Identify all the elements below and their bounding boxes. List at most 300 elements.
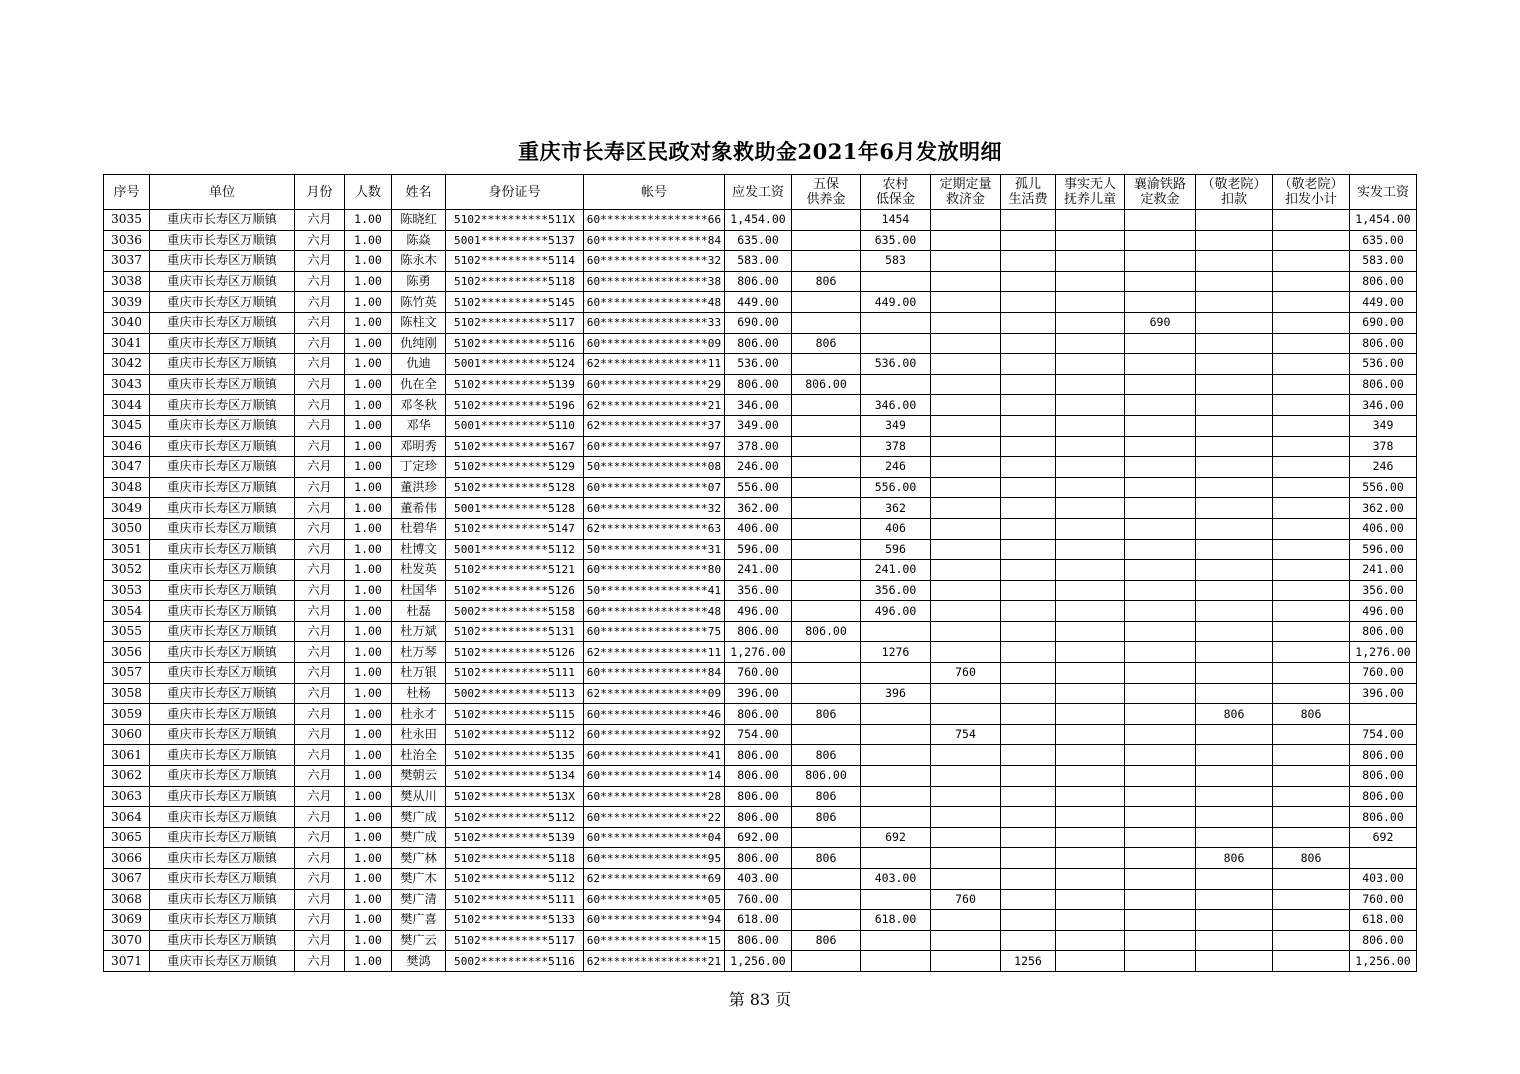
table-row <box>104 395 1417 416</box>
cell-seq: 3035 <box>104 210 150 231</box>
cell-actual-pay: 349 <box>1350 415 1417 436</box>
cell-rural-minimum <box>861 621 931 642</box>
cell-count: 1.00 <box>345 683 392 704</box>
cell-actual-pay: 1,256.00 <box>1350 951 1417 972</box>
cell-account: 60****************33 <box>584 312 725 333</box>
cell-five-guarantee <box>792 724 861 745</box>
cell-five-guarantee <box>792 951 861 972</box>
cell-railway-relief <box>1125 333 1196 354</box>
cell-seq: 3051 <box>104 539 150 560</box>
cell-actual-pay: 496.00 <box>1350 601 1417 622</box>
table-row <box>104 415 1417 436</box>
cell-nursing-deduction <box>1196 498 1273 519</box>
table-header <box>104 175 1417 210</box>
cell-count: 1.00 <box>345 560 392 581</box>
page-title: 重庆市长寿区民政对象救助金2021年6月发放明细 <box>517 139 1003 164</box>
cell-fixed-relief <box>931 848 1001 869</box>
cell-id-number: 5102**********5118 <box>446 848 584 869</box>
cell-rural-minimum <box>861 704 931 725</box>
cell-seq: 3036 <box>104 230 150 251</box>
table-row <box>104 827 1417 848</box>
cell-fixed-relief <box>931 457 1001 478</box>
cell-payable: 362.00 <box>725 498 792 519</box>
cell-name: 杜杨 <box>392 683 446 704</box>
cell-unit: 重庆市长寿区万顺镇 <box>150 827 295 848</box>
cell-fixed-relief <box>931 518 1001 539</box>
cell-fixed-relief <box>931 704 1001 725</box>
cell-id-number: 5102**********5116 <box>446 333 584 354</box>
cell-fixed-relief <box>931 930 1001 951</box>
table-row <box>104 766 1417 787</box>
cell-month: 六月 <box>295 498 345 519</box>
cell-railway-relief <box>1125 683 1196 704</box>
cell-unsupported-child <box>1056 374 1125 395</box>
cell-nursing-subtotal <box>1273 930 1350 951</box>
cell-fixed-relief <box>931 560 1001 581</box>
cell-seq: 3052 <box>104 560 150 581</box>
cell-count: 1.00 <box>345 271 392 292</box>
cell-rural-minimum: 596 <box>861 539 931 560</box>
cell-fixed-relief <box>931 395 1001 416</box>
cell-count: 1.00 <box>345 374 392 395</box>
cell-unsupported-child <box>1056 642 1125 663</box>
table-row <box>104 951 1417 972</box>
cell-five-guarantee <box>792 910 861 931</box>
cell-seq: 3048 <box>104 477 150 498</box>
cell-payable: 496.00 <box>725 601 792 622</box>
cell-payable: 690.00 <box>725 312 792 333</box>
cell-payable: 760.00 <box>725 663 792 684</box>
cell-id-number: 5002**********5116 <box>446 951 584 972</box>
cell-railway-relief <box>1125 251 1196 272</box>
cell-month: 六月 <box>295 292 345 313</box>
cell-railway-relief <box>1125 724 1196 745</box>
cell-unit: 重庆市长寿区万顺镇 <box>150 477 295 498</box>
cell-fixed-relief <box>931 683 1001 704</box>
cell-unsupported-child <box>1056 457 1125 478</box>
cell-account: 60****************46 <box>584 704 725 725</box>
header-seq: 序号 <box>104 175 150 210</box>
cell-payable: 356.00 <box>725 580 792 601</box>
cell-unit: 重庆市长寿区万顺镇 <box>150 724 295 745</box>
cell-month: 六月 <box>295 415 345 436</box>
cell-nursing-subtotal <box>1273 663 1350 684</box>
table-row <box>104 498 1417 519</box>
cell-orphan <box>1001 271 1056 292</box>
table-row <box>104 930 1417 951</box>
cell-payable: 536.00 <box>725 354 792 375</box>
cell-rural-minimum <box>861 807 931 828</box>
cell-id-number: 5102**********5126 <box>446 642 584 663</box>
cell-nursing-subtotal <box>1273 312 1350 333</box>
cell-seq: 3058 <box>104 683 150 704</box>
header-name: 姓名 <box>392 175 446 210</box>
cell-nursing-subtotal <box>1273 724 1350 745</box>
cell-month: 六月 <box>295 663 345 684</box>
table-row <box>104 704 1417 725</box>
cell-id-number: 5001**********5110 <box>446 415 584 436</box>
cell-actual-pay: 760.00 <box>1350 663 1417 684</box>
cell-nursing-subtotal <box>1273 518 1350 539</box>
cell-five-guarantee: 806.00 <box>792 766 861 787</box>
cell-unit: 重庆市长寿区万顺镇 <box>150 292 295 313</box>
cell-name: 杜永田 <box>392 724 446 745</box>
cell-month: 六月 <box>295 436 345 457</box>
cell-month: 六月 <box>295 539 345 560</box>
cell-count: 1.00 <box>345 807 392 828</box>
cell-fixed-relief <box>931 539 1001 560</box>
cell-account: 60****************28 <box>584 786 725 807</box>
cell-name: 陈竹英 <box>392 292 446 313</box>
cell-actual-pay: 449.00 <box>1350 292 1417 313</box>
cell-actual-pay: 378 <box>1350 436 1417 457</box>
cell-account: 62****************69 <box>584 869 725 890</box>
cell-unit: 重庆市长寿区万顺镇 <box>150 230 295 251</box>
cell-unsupported-child <box>1056 951 1125 972</box>
cell-railway-relief <box>1125 560 1196 581</box>
cell-nursing-subtotal <box>1273 251 1350 272</box>
cell-name: 仇纯刚 <box>392 333 446 354</box>
cell-nursing-deduction <box>1196 724 1273 745</box>
cell-railway-relief <box>1125 663 1196 684</box>
cell-unsupported-child <box>1056 477 1125 498</box>
cell-fixed-relief <box>931 210 1001 231</box>
cell-nursing-subtotal <box>1273 642 1350 663</box>
cell-nursing-subtotal <box>1273 498 1350 519</box>
cell-rural-minimum <box>861 333 931 354</box>
cell-fixed-relief <box>931 271 1001 292</box>
cell-unit: 重庆市长寿区万顺镇 <box>150 210 295 231</box>
cell-id-number: 5001**********5137 <box>446 230 584 251</box>
cell-rural-minimum <box>861 889 931 910</box>
cell-nursing-deduction <box>1196 312 1273 333</box>
cell-month: 六月 <box>295 807 345 828</box>
cell-id-number: 5102**********5147 <box>446 518 584 539</box>
cell-name: 樊广喜 <box>392 910 446 931</box>
cell-seq: 3040 <box>104 312 150 333</box>
cell-nursing-subtotal <box>1273 889 1350 910</box>
cell-orphan <box>1001 498 1056 519</box>
cell-id-number: 5102**********5167 <box>446 436 584 457</box>
cell-count: 1.00 <box>345 930 392 951</box>
header-nursing-subtotal: （敬老院） 扣发小计 <box>1273 175 1350 210</box>
cell-railway-relief <box>1125 292 1196 313</box>
cell-fixed-relief <box>931 621 1001 642</box>
header-rural-minimum: 农村 低保金 <box>861 175 931 210</box>
cell-rural-minimum: 583 <box>861 251 931 272</box>
table-row <box>104 333 1417 354</box>
cell-payable: 449.00 <box>725 292 792 313</box>
cell-seq: 3071 <box>104 951 150 972</box>
table-row <box>104 889 1417 910</box>
cell-account: 62****************21 <box>584 951 725 972</box>
table-row <box>104 683 1417 704</box>
cell-railway-relief <box>1125 210 1196 231</box>
cell-seq: 3054 <box>104 601 150 622</box>
cell-id-number: 5102**********5111 <box>446 663 584 684</box>
cell-nursing-subtotal: 806 <box>1273 704 1350 725</box>
cell-seq: 3050 <box>104 518 150 539</box>
header-payable: 应发工资 <box>725 175 792 210</box>
cell-nursing-deduction <box>1196 827 1273 848</box>
cell-account: 60****************32 <box>584 251 725 272</box>
cell-count: 1.00 <box>345 292 392 313</box>
cell-seq: 3060 <box>104 724 150 745</box>
cell-rural-minimum: 536.00 <box>861 354 931 375</box>
cell-nursing-deduction <box>1196 930 1273 951</box>
cell-payable: 806.00 <box>725 704 792 725</box>
cell-orphan <box>1001 663 1056 684</box>
cell-orphan <box>1001 518 1056 539</box>
cell-five-guarantee <box>792 415 861 436</box>
cell-name: 杜万斌 <box>392 621 446 642</box>
cell-month: 六月 <box>295 724 345 745</box>
cell-id-number: 5102**********5131 <box>446 621 584 642</box>
cell-unsupported-child <box>1056 333 1125 354</box>
cell-orphan <box>1001 704 1056 725</box>
cell-fixed-relief <box>931 642 1001 663</box>
cell-payable: 596.00 <box>725 539 792 560</box>
cell-railway-relief <box>1125 889 1196 910</box>
cell-unit: 重庆市长寿区万顺镇 <box>150 704 295 725</box>
cell-five-guarantee: 806.00 <box>792 374 861 395</box>
cell-account: 62****************63 <box>584 518 725 539</box>
cell-five-guarantee <box>792 477 861 498</box>
cell-nursing-deduction <box>1196 807 1273 828</box>
cell-name: 陈柱文 <box>392 312 446 333</box>
table-row <box>104 354 1417 375</box>
cell-count: 1.00 <box>345 951 392 972</box>
cell-account: 60****************80 <box>584 560 725 581</box>
cell-five-guarantee <box>792 580 861 601</box>
cell-orphan <box>1001 230 1056 251</box>
cell-id-number: 5102**********5115 <box>446 704 584 725</box>
cell-actual-pay: 362.00 <box>1350 498 1417 519</box>
cell-seq: 3043 <box>104 374 150 395</box>
header-railway-relief: 襄渝铁路 定救金 <box>1125 175 1196 210</box>
cell-railway-relief <box>1125 951 1196 972</box>
cell-name: 邓华 <box>392 415 446 436</box>
cell-railway-relief <box>1125 457 1196 478</box>
cell-id-number: 5102**********5117 <box>446 930 584 951</box>
cell-unsupported-child <box>1056 292 1125 313</box>
cell-actual-pay: 583.00 <box>1350 251 1417 272</box>
cell-rural-minimum <box>861 663 931 684</box>
cell-fixed-relief <box>931 766 1001 787</box>
cell-nursing-subtotal <box>1273 869 1350 890</box>
cell-railway-relief: 690 <box>1125 312 1196 333</box>
cell-name: 邓明秀 <box>392 436 446 457</box>
cell-nursing-deduction <box>1196 786 1273 807</box>
cell-fixed-relief <box>931 869 1001 890</box>
table-row <box>104 312 1417 333</box>
cell-fixed-relief <box>931 251 1001 272</box>
cell-account: 60****************66 <box>584 210 725 231</box>
cell-account: 60****************14 <box>584 766 725 787</box>
cell-account: 60****************84 <box>584 230 725 251</box>
cell-actual-pay: 806.00 <box>1350 930 1417 951</box>
cell-unsupported-child <box>1056 827 1125 848</box>
cell-account: 50****************08 <box>584 457 725 478</box>
cell-nursing-subtotal <box>1273 354 1350 375</box>
cell-rural-minimum: 362 <box>861 498 931 519</box>
cell-railway-relief <box>1125 580 1196 601</box>
cell-nursing-deduction <box>1196 415 1273 436</box>
cell-orphan <box>1001 251 1056 272</box>
cell-orphan <box>1001 333 1056 354</box>
cell-rural-minimum <box>861 786 931 807</box>
cell-name: 丁定珍 <box>392 457 446 478</box>
cell-railway-relief <box>1125 415 1196 436</box>
cell-nursing-subtotal <box>1273 457 1350 478</box>
cell-payable: 1,256.00 <box>725 951 792 972</box>
cell-payable: 806.00 <box>725 374 792 395</box>
cell-month: 六月 <box>295 910 345 931</box>
table-row <box>104 745 1417 766</box>
cell-orphan <box>1001 930 1056 951</box>
cell-railway-relief <box>1125 498 1196 519</box>
cell-nursing-subtotal <box>1273 415 1350 436</box>
cell-month: 六月 <box>295 869 345 890</box>
table-row <box>104 457 1417 478</box>
cell-actual-pay: 692 <box>1350 827 1417 848</box>
cell-railway-relief <box>1125 786 1196 807</box>
cell-payable: 806.00 <box>725 333 792 354</box>
cell-payable: 754.00 <box>725 724 792 745</box>
cell-five-guarantee <box>792 436 861 457</box>
cell-unsupported-child <box>1056 745 1125 766</box>
cell-name: 杜国华 <box>392 580 446 601</box>
cell-name: 陈永木 <box>392 251 446 272</box>
cell-five-guarantee: 806 <box>792 848 861 869</box>
cell-orphan <box>1001 642 1056 663</box>
table-row <box>104 663 1417 684</box>
cell-unsupported-child <box>1056 848 1125 869</box>
cell-unsupported-child <box>1056 415 1125 436</box>
cell-orphan <box>1001 807 1056 828</box>
cell-unsupported-child <box>1056 580 1125 601</box>
cell-name: 樊鸿 <box>392 951 446 972</box>
cell-unit: 重庆市长寿区万顺镇 <box>150 930 295 951</box>
cell-account: 62****************11 <box>584 642 725 663</box>
cell-rural-minimum <box>861 374 931 395</box>
cell-fixed-relief <box>931 415 1001 436</box>
cell-five-guarantee <box>792 827 861 848</box>
cell-name: 樊从川 <box>392 786 446 807</box>
cell-payable: 692.00 <box>725 827 792 848</box>
cell-actual-pay: 396.00 <box>1350 683 1417 704</box>
cell-id-number: 5002**********5113 <box>446 683 584 704</box>
cell-orphan <box>1001 539 1056 560</box>
cell-month: 六月 <box>295 580 345 601</box>
cell-seq: 3062 <box>104 766 150 787</box>
cell-count: 1.00 <box>345 395 392 416</box>
cell-count: 1.00 <box>345 848 392 869</box>
cell-orphan <box>1001 580 1056 601</box>
cell-nursing-deduction <box>1196 889 1273 910</box>
cell-nursing-subtotal <box>1273 951 1350 972</box>
cell-orphan <box>1001 724 1056 745</box>
table-row <box>104 642 1417 663</box>
cell-orphan <box>1001 683 1056 704</box>
cell-unsupported-child <box>1056 910 1125 931</box>
cell-count: 1.00 <box>345 910 392 931</box>
cell-rural-minimum <box>861 930 931 951</box>
table-row <box>104 436 1417 457</box>
cell-id-number: 5102**********5134 <box>446 766 584 787</box>
cell-unit: 重庆市长寿区万顺镇 <box>150 251 295 272</box>
cell-month: 六月 <box>295 312 345 333</box>
cell-seq: 3068 <box>104 889 150 910</box>
cell-nursing-deduction <box>1196 642 1273 663</box>
cell-account: 60****************94 <box>584 910 725 931</box>
cell-count: 1.00 <box>345 786 392 807</box>
cell-account: 60****************75 <box>584 621 725 642</box>
cell-unsupported-child <box>1056 621 1125 642</box>
cell-rural-minimum: 556.00 <box>861 477 931 498</box>
cell-five-guarantee <box>792 539 861 560</box>
cell-count: 1.00 <box>345 477 392 498</box>
cell-actual-pay: 690.00 <box>1350 312 1417 333</box>
cell-name: 樊广成 <box>392 807 446 828</box>
cell-name: 樊广成 <box>392 827 446 848</box>
cell-month: 六月 <box>295 457 345 478</box>
cell-fixed-relief <box>931 230 1001 251</box>
cell-month: 六月 <box>295 601 345 622</box>
cell-id-number: 5102**********5121 <box>446 560 584 581</box>
cell-unit: 重庆市长寿区万顺镇 <box>150 745 295 766</box>
cell-count: 1.00 <box>345 889 392 910</box>
relief-payment-table <box>103 174 1417 972</box>
cell-month: 六月 <box>295 333 345 354</box>
table-row <box>104 807 1417 828</box>
cell-seq: 3049 <box>104 498 150 519</box>
cell-orphan <box>1001 766 1056 787</box>
cell-id-number: 5102**********5196 <box>446 395 584 416</box>
cell-orphan <box>1001 910 1056 931</box>
cell-payable: 806.00 <box>725 766 792 787</box>
cell-unsupported-child <box>1056 518 1125 539</box>
cell-fixed-relief <box>931 951 1001 972</box>
cell-nursing-deduction <box>1196 663 1273 684</box>
cell-id-number: 5102**********5114 <box>446 251 584 272</box>
cell-name: 杜发英 <box>392 560 446 581</box>
cell-account: 62****************11 <box>584 354 725 375</box>
cell-fixed-relief <box>931 477 1001 498</box>
cell-nursing-subtotal <box>1273 292 1350 313</box>
cell-fixed-relief <box>931 333 1001 354</box>
cell-month: 六月 <box>295 477 345 498</box>
cell-railway-relief <box>1125 745 1196 766</box>
cell-account: 60****************09 <box>584 333 725 354</box>
cell-fixed-relief <box>931 807 1001 828</box>
cell-unit: 重庆市长寿区万顺镇 <box>150 333 295 354</box>
cell-unit: 重庆市长寿区万顺镇 <box>150 415 295 436</box>
cell-actual-pay: 760.00 <box>1350 889 1417 910</box>
cell-nursing-deduction <box>1196 457 1273 478</box>
cell-month: 六月 <box>295 951 345 972</box>
cell-unsupported-child <box>1056 724 1125 745</box>
cell-id-number: 5102**********5128 <box>446 477 584 498</box>
cell-actual-pay: 806.00 <box>1350 621 1417 642</box>
cell-five-guarantee <box>792 518 861 539</box>
cell-orphan <box>1001 436 1056 457</box>
cell-fixed-relief <box>931 601 1001 622</box>
cell-five-guarantee: 806 <box>792 807 861 828</box>
cell-id-number: 5102**********5145 <box>446 292 584 313</box>
cell-nursing-deduction <box>1196 580 1273 601</box>
cell-name: 陈晓红 <box>392 210 446 231</box>
